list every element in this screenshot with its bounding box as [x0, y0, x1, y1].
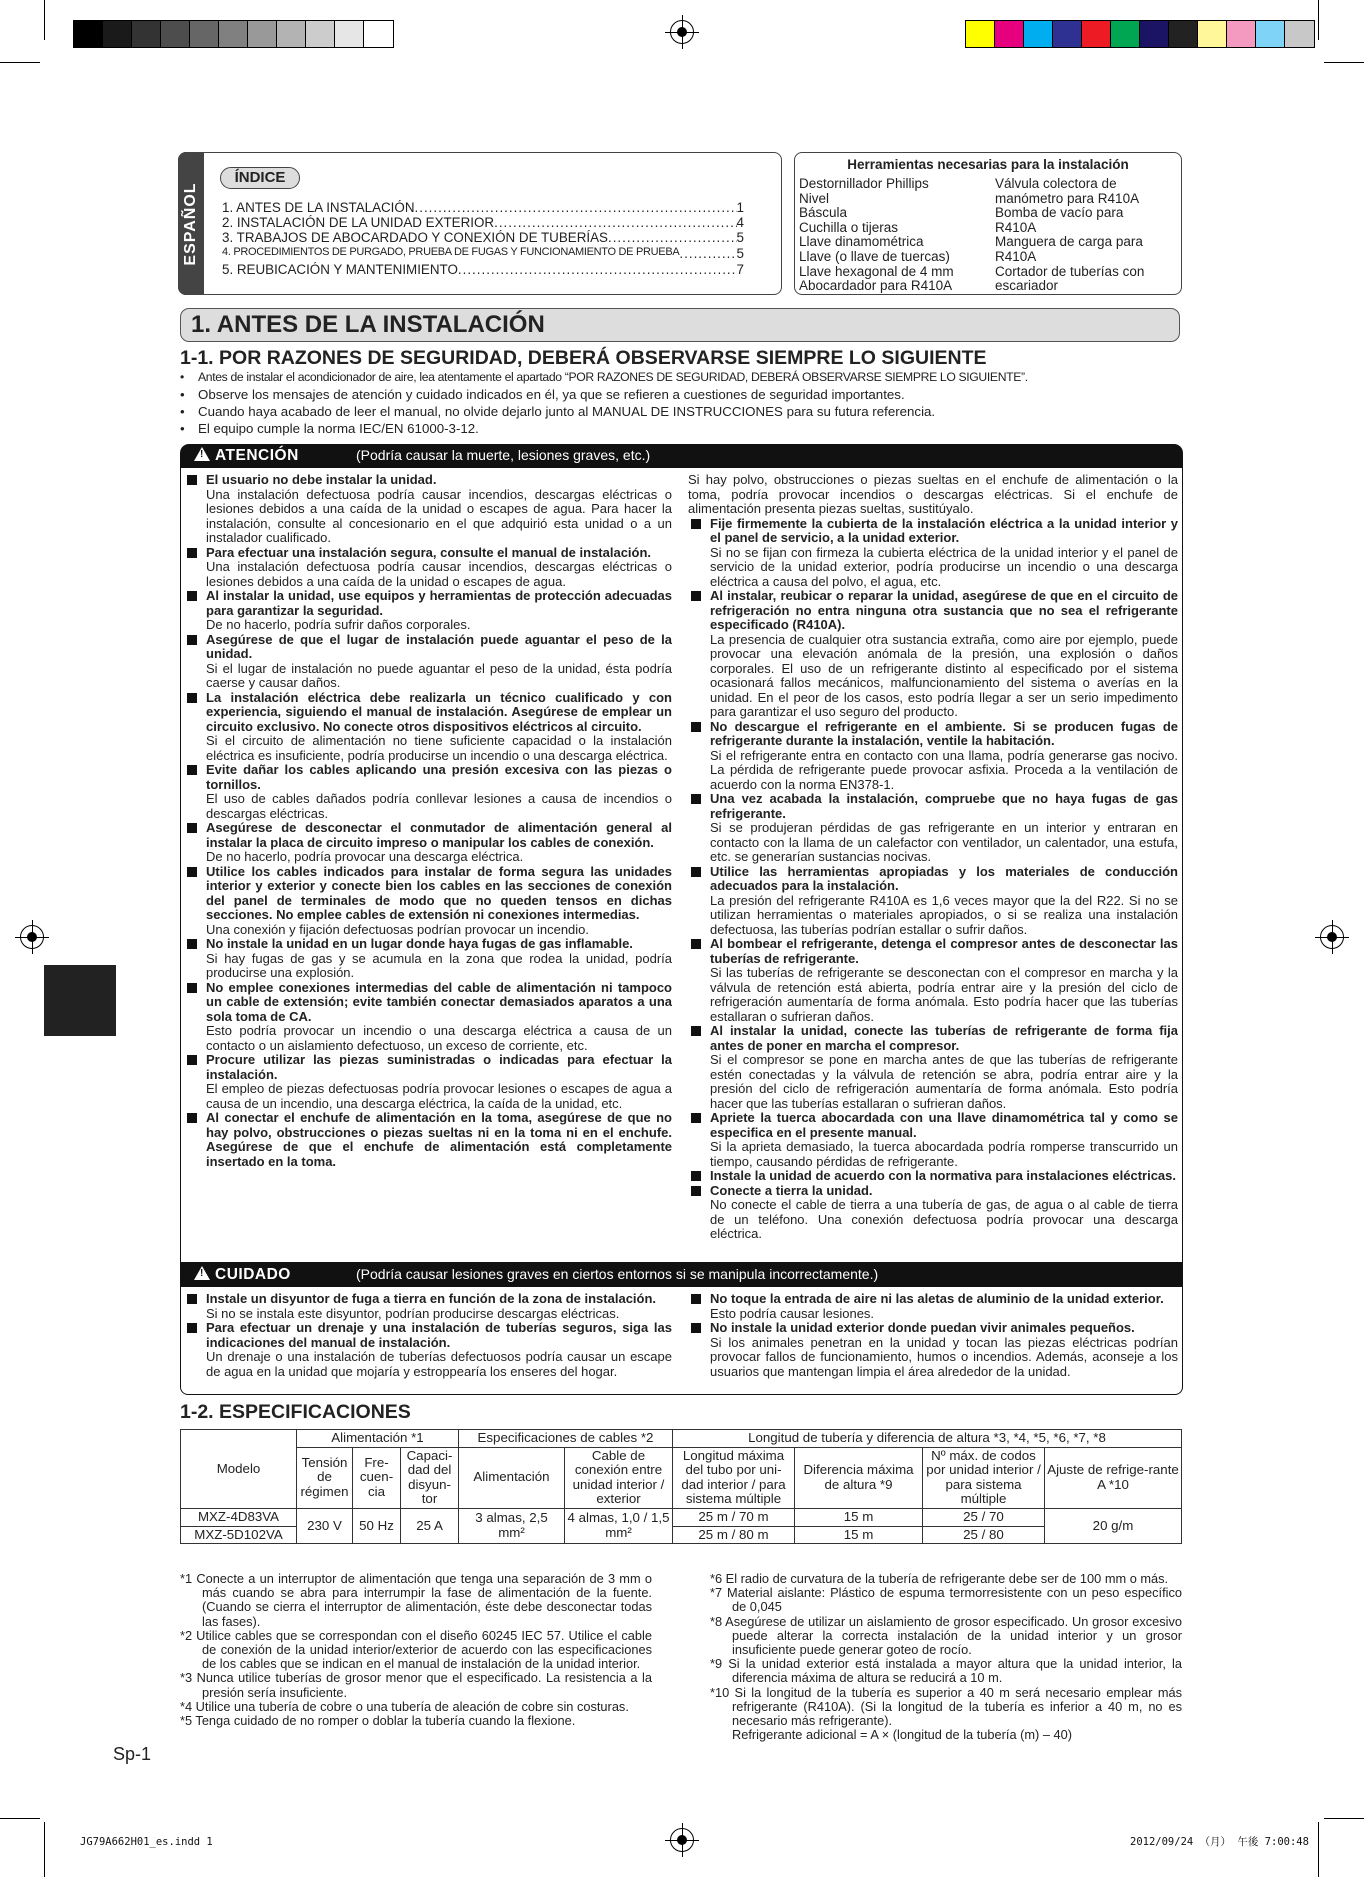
warning-item-text: Esto podría causar lesiones. [710, 1305, 875, 1321]
warning-item-text: Si las tuberías de refrigerante se desconectan con el compresor en marcha y la válvula de retención está abierta, podría entrar aire y la presión del ciclo de refrigeración aumentaría de forma anómala. Esto podría hacer que las tuberías estallaran o sufrieran daños. [710, 965, 1178, 1024]
footnotes-left: *1 Conecte a un interruptor de alimentación que tenga una separación de 3 mm o más cuando se abra para interrumpir la fase de alimentación de la fuente. (Cuando se cierra el interruptor de alimentación, éste debe desconectar todas las fases). *2 Utilice cables que se correspondan con el diseño 60245 IEC 57. Utilice el cable de conexión de la unidad interior/exterior de acuerdo con las especificaciones de los cables que se indican en el manual de instalación de la unidad interior. *3 Nunca utilice tuberías de grosor menor que el especificado. La resistencia a la presión sería insuficiente. *4 Utilice una tubería de cobre o una tubería de aleación de cobre sin costuras. *5 Tenga cuidado de no romper o doblar la tubería cuando la flexione. [180, 1571, 652, 1729]
tool-item: Llave dinamométrica [799, 234, 924, 250]
crop-mark [44, 1822, 45, 1877]
warning-item-title: Para efectuar un drenaje y una instalación de tuberías seguros, siga las indicaciones del manual de instalación. [184, 1321, 672, 1350]
warning-item-text: De no hacerlo, podría provocar una descarga eléctrica. [206, 849, 524, 864]
color-swatch [1256, 21, 1285, 47]
section-title: 1. ANTES DE LA INSTALACIÓN [180, 308, 1180, 342]
registration-mark-left [20, 925, 44, 949]
subsection-title: 1-1. POR RAZONES DE SEGURIDAD, DEBERÁ OBSERVARSE SIEMPRE LO SIGUIENTE [180, 347, 987, 369]
warning-item-text: Si no se instala este disyuntor, podrían producirse descargas eléctricas. [206, 1305, 620, 1321]
index-item[interactable]: 2. INSTALACIÓN DE LA UNIDAD EXTERIOR ..... 4 [222, 215, 744, 230]
warning-item-text: Si se produjeran pérdidas de gas refrigerante en un interior y entraran en contacto con la llama de un calefactor con ventilador, un calentador, una estufa, etc. se generarían sustancias nocivas. [710, 820, 1178, 864]
crop-mark [0, 1818, 40, 1819]
tools-title: Herramientas necesarias para la instalación [847, 157, 1129, 172]
col-header: Alimentación *1 [297, 1430, 459, 1448]
specs-title: 1-2. ESPECIFICACIONES [180, 1401, 411, 1423]
tool-item: Cuchilla o tijeras [799, 219, 899, 235]
footer-filename: JG79A662H01_es.indd 1 [80, 1836, 213, 1848]
caution-icon [194, 1266, 210, 1280]
gray-swatch [132, 21, 161, 47]
warning-item-text: Si el lugar de instalación no puede aguantar el peso de la unidad, ésta podría caerse y causar daños. [206, 660, 672, 690]
warning-item-title: No descargue el refrigerante en el ambiente. Si se producen fugas de refrigerante durante la instalación, ventile la habitación. [688, 720, 1178, 749]
gray-swatch [103, 21, 132, 47]
registration-mark-top [670, 20, 694, 44]
warning-item-text: El empleo de piezas defectuosas podría provocar lesiones o escapes de agua a causa de un incendio, una descarga eléctrica, la caída de la unidad, etc. [206, 1081, 672, 1111]
tool-item: R410A [995, 248, 1037, 264]
gray-swatch [364, 21, 393, 47]
caution-right-column [688, 1292, 1178, 1379]
index-item[interactable]: 5. REUBICACIÓN Y MANTENIMIENTO ..... 7 [222, 262, 744, 277]
color-swatch [1285, 21, 1314, 47]
warning-item-title: Al instalar la unidad, use equipos y herramientas de protección adecuadas para garantizar la seguridad. [184, 589, 672, 618]
warning-item-text: La presencia de cualquier otra sustancia extraña, como aire por ejemplo, puede provocar una elevación anómala de la presión, una explosión o daños corporales. El uso de un refrigerante distinto al especificado por el sistema ocasionará fallos mecánicos, malfuncionamiento del sistema o averías en la unidad. En el peor de los casos, esto podría llegar a ser un serio impedimento para garantizar el uso seguro del producto. [710, 631, 1178, 719]
gray-swatch [277, 21, 306, 47]
warning-item-text: Un drenaje o una instalación de tuberías defectuosos podría causar un escape de agua en la unidad que mojaría y estroppearía los enseres del hogar. [206, 1349, 672, 1379]
index-item[interactable]: 4. PROCEDIMIENTOS DE PURGADO, PRUEBA DE FUGAS Y FUNCIONAMIENTO DE PRUEBA ..... 5 [222, 246, 744, 261]
col-header: Diferencia máxima de altura *9 [795, 1447, 923, 1508]
gray-swatch [248, 21, 277, 47]
warning-item-title: Asegúrese de desconectar el conmutador de alimentación general al instalar la placa de circuito impreso o manipular los cables de conexión. [184, 821, 672, 850]
tool-item: manómetro para R410A [995, 190, 1140, 206]
color-swatch [1053, 21, 1082, 47]
tools-col-2 [995, 177, 1181, 294]
language-tab: ESPAÑOL [178, 152, 204, 295]
col-header: Longitud de tubería y diferencia de altura *3, *4, *5, *6, *7, *8 [673, 1430, 1182, 1448]
caution-header: !CUIDADO (Podría causar lesiones graves en ciertos entornos si se manipula incorrectamente.) [180, 1263, 1183, 1287]
gray-swatch [161, 21, 190, 47]
warning-item-text: Si no se fijan con firmeza la cubierta eléctrica de la unidad interior y el panel de servicio de la unidad exterior, podría producirse un incendio o una descarga eléctrica a causa del polvo, el agua, etc. [710, 544, 1178, 589]
gray-swatch [190, 21, 219, 47]
tool-item: Cortador de tuberías con [995, 263, 1145, 279]
warning-item-title: Asegúrese de que el lugar de instalación puede aguantar el peso de la unidad. [184, 633, 672, 662]
warning-item-title: Al instalar, reubicar o reparar la unidad, asegúrese de que en el circuito de refrigeración no entra ninguna otra sustancia que no sea el refrigerante especificado (R410A). [688, 589, 1178, 633]
caution-left-column [184, 1292, 672, 1379]
color-swatch [1227, 21, 1256, 47]
table-row: MXZ-4D83VA 230 V 50 Hz 25 A 3 almas, 2,5 mm² 4 almas, 1,0 / 1,5 mm² 25 m / 70 m 15 m 25 / 70 20 g/m [181, 1508, 1182, 1526]
warning-item-title: Apriete la tuerca abocardada con una llave dinamométrica tal y como se especifica en el presente manual. [688, 1111, 1178, 1140]
warning-item-text: No conecte el cable de tierra a una tubería de gas, de agua o al cable de tierra de un teléfono. Una conexión defectuosa podría provocar una descarga eléctrica. [710, 1197, 1178, 1241]
warning-item-title: Para efectuar una instalación segura, consulte el manual de instalación. [184, 546, 672, 561]
tool-item: Llave (o llave de tuercas) [799, 248, 950, 264]
warning-item-title: Procure utilizar las piezas suministradas o indicadas para efectuar la instalación. [184, 1053, 672, 1082]
section-tab-block [44, 965, 116, 1036]
warning-item-title: No instale la unidad en un lugar donde haya fugas de gas inflamable. [184, 937, 672, 952]
warning-item-text: Si el refrigerante entra en contacto con una llama, podría generarse gas nocivo. La pérdida de refrigerante puede provocar asfixia. Proceda a la ventilación de acuerdo con la norma EN378-1. [710, 747, 1178, 792]
warning-item-title: Evite dañar los cables aplicando una presión excesiva con las piezas o tornillos. [184, 763, 672, 792]
index-item[interactable]: 1. ANTES DE LA INSTALACIÓN ..... 1 [222, 200, 744, 215]
color-swatch [1198, 21, 1227, 47]
warning-item-text: Si los animales penetran en la unidad y tocan las piezas eléctricas podrían provocar fallos de funcionamiento, humos o incendios. Además, aconseje a los usuarios que mantengan limpia el área alrededor de la unidad. [710, 1334, 1178, 1379]
color-swatch [1111, 21, 1140, 47]
color-swatch [1024, 21, 1053, 47]
page-number: Sp-1 [113, 1744, 152, 1764]
warning-item-text: De no hacerlo, podría sufrir daños corporales. [206, 617, 471, 632]
index-item[interactable]: 3. TRABAJOS DE ABOCARDADO Y CONEXIÓN DE TUBERÍAS ..... 5 [222, 230, 744, 245]
table-row: MXZ-5D102VA 25 m / 80 m 15 m 25 / 80 [181, 1526, 1182, 1544]
tool-item: Llave hexagonal de 4 mm [799, 263, 954, 279]
col-header: Nº máx. de codos por unidad interior / para sistema múltiple [923, 1447, 1045, 1508]
tools-box [794, 152, 1182, 295]
color-swatch [1140, 21, 1169, 47]
col-header: Cable de conexión entre unidad interior / exterior [565, 1447, 673, 1508]
registration-mark-right [1320, 925, 1344, 949]
warning-item-text: El uso de cables dañados podría conllevar lesiones a causa de incendios o descargas eléctricas. [206, 791, 672, 821]
warning-left-column [184, 473, 672, 1169]
specs-table [180, 1429, 1182, 1544]
gray-swatch [74, 21, 103, 47]
warning-item-title: Conecte a tierra la unidad. [688, 1184, 1178, 1199]
tools-col-1 [799, 177, 989, 294]
warning-item-title: No emplee conexiones intermedias del cable de alimentación ni tampoco un cable de extensión; evite también conectar demasiados aparatos a una sola toma de CA. [184, 981, 672, 1025]
crop-mark [0, 62, 40, 63]
index-title: ÍNDICE [220, 167, 300, 189]
warning-item-title: Fije firmemente la cubierta de la instalación eléctrica a la unidad interior y el panel de servicio, a la unidad exterior. [688, 517, 1178, 546]
warning-item-title: No instale la unidad exterior donde puedan vivir animales pequeños. [688, 1321, 1178, 1336]
col-header: Capaci-dad del disyun-tor [401, 1447, 459, 1508]
tool-item: Destornillador Phillips [799, 176, 929, 191]
col-header: Fre-cuen-cia [353, 1447, 401, 1508]
warning-item-text: Una instalación defectuosa podría causar incendios, descargas eléctricas o lesiones debidos a una caída de la unidad o escapes de agua. Para hacer la instalación, consulte al concesionario en el que adquirió esta unidad o a un instalador cualificado. [206, 486, 672, 545]
tool-item: Válvula colectora de [995, 176, 1117, 191]
col-header: Tensión de régimen [297, 1447, 353, 1508]
warning-item-text: Si el circuito de alimentación no tiene suficiente capacidad o la instalación eléctrica es insuficiente, podría producirse un incendio o una descarga eléctrica. [206, 733, 672, 763]
col-header: Alimentación [459, 1447, 565, 1508]
warning-item-title: Al conectar el enchufe de alimentación en la toma, asegúrese de que no hay polvo, obstrucciones o piezas sueltas ni en la toma ni en el enchufe. Asegúrese de que el enchufe de alimentación está completamente insertado en la toma. [184, 1111, 672, 1169]
crop-mark [1318, 0, 1319, 40]
warning-item-text: Una instalación defectuosa podría causar incendios, descargas eléctricas o lesiones debidos a una caída de la unidad o escapes de agua. [206, 559, 672, 589]
col-header: Modelo [181, 1430, 297, 1509]
col-header: Ajuste de refrige-rante A *10 [1045, 1447, 1182, 1508]
tool-item: Bomba de vacío para [995, 205, 1124, 221]
warning-item-title: Una vez acabada la instalación, compruebe que no haya fugas de gas refrigerante. [688, 792, 1178, 821]
tool-item: escariador [995, 278, 1059, 294]
warning-item-title: Utilice los cables indicados para instalar de forma segura las unidades interior y exterior y conecte bien los cables en las secciones de conexión del panel de terminales de modo que no queden tensos en dichas secciones. No emplee cables de extensión ni conexiones intermedias. [184, 865, 672, 923]
tool-item: Nivel [799, 190, 830, 206]
warning-item-title: Instale un disyuntor de fuga a tierra en función de la zona de instalación. [184, 1292, 672, 1307]
gray-swatch [335, 21, 364, 47]
color-swatch [1169, 21, 1198, 47]
warning-item-title: No toque la entrada de aire ni las aletas de aluminio de la unidad exterior. [688, 1292, 1178, 1307]
warning-item-title: Utilice las herramientas apropiadas y los materiales de conducción adecuados para la instalación. [688, 865, 1178, 894]
warning-item-text: La presión del refrigerante R410A es 1,6 veces mayor que la del R22. Si no se utilizan herramientas o materiales apropiados, o si se realiza una instalación defectuosa, las tuberías podrían estallar o sufrir daños. [710, 892, 1178, 937]
color-bar [965, 20, 1315, 48]
footnotes-right: *6 El radio de curvatura de la tubería de refrigerante debe ser de 100 mm o más. *7 Material aislante: Plástico de espuma termorresistente con un peso específico de 0,045 *8 Asegúrese de utilizar un aislamiento de grosor especificado. Un grosor excesivo puede alterar la correcta instalación de la unidad interior y un grosor insuficiente puede generar goteo de rocío. *9 Si la unidad exterior está instalada a mayor altura que la unidad interior, la diferencia máxima de altura se reducirá a 10 m. *10 Si la longitud de la tubería es superior a 40 m será necesario emplear más refrigerante (R410A). (Si la longitud de la tubería es inferior a 40 m, no es necesario más refrigerante). Refrigerante adicional = A × (longitud de la tubería (m) – 40) [710, 1571, 1182, 1743]
tool-item: Manguera de carga para [995, 234, 1143, 250]
warning-item-text: Esto podría provocar un incendio o una descarga eléctrica a causa de un contacto o un aislamiento defectuoso, un exceso de corriente, etc. [206, 1023, 672, 1053]
warning-header: !ATENCIÓN (Podría causar la muerte, lesiones graves, etc.) [180, 444, 1183, 468]
color-swatch [966, 21, 995, 47]
registration-mark-bottom [670, 1828, 694, 1852]
warning-item-text: Si hay fugas de gas y se acumula en la zona que rodea la unidad, podría producirse una explosión. [206, 950, 672, 980]
col-header: Longitud máxima del tubo por uni-dad interior / para sistema múltiple [673, 1447, 795, 1508]
color-swatch [995, 21, 1024, 47]
color-swatch [1082, 21, 1111, 47]
paragraph: Si hay polvo, obstrucciones o piezas sueltas en el enchufe de alimentación o la toma, podría provocar incendios o descargas eléctricas. Si el enchufe de alimentación presenta piezas sueltas, sustitúyalo. [688, 472, 1178, 516]
warning-right-column [688, 473, 1178, 1242]
warning-item-text: Si el compresor se pone en marcha antes de que las tuberías de refrigerante estén conectadas y la válvula de retención se abra, podría entrar aire y la presión del ciclo de refrigeración aumentaría de forma anómala. Esto podría hacer que las tuberías estallaran o sufrieran daños. [710, 1052, 1178, 1111]
col-header: Especificaciones de cables *2 [459, 1430, 673, 1448]
tool-item: Abocardador para R410A [799, 278, 953, 294]
warning-item-text: Si la aprieta demasiado, la tuerca abocardada podría romperse transcurrido un tiempo, causando pérdidas de refrigerante. [710, 1139, 1178, 1169]
warning-icon [194, 447, 210, 461]
crop-mark [1324, 62, 1364, 63]
warning-item-title: El usuario no debe instalar la unidad. [184, 473, 672, 488]
warning-item-text: Una conexión y fijación defectuosas podrían provocar un incendio. [206, 921, 590, 937]
tool-item: Báscula [799, 205, 848, 221]
warning-item-title: Al instalar la unidad, conecte las tuberías de refrigerante de forma fija antes de poner en marcha el compresor. [688, 1024, 1178, 1053]
gray-swatch [306, 21, 335, 47]
gray-swatch [219, 21, 248, 47]
grayscale-bar [73, 20, 394, 48]
crop-mark [1324, 1818, 1364, 1819]
warning-item-title: Instale la unidad de acuerdo con la normativa para instalaciones eléctricas. [688, 1169, 1178, 1184]
tool-item: R410A [995, 219, 1037, 235]
warning-item-title: Al bombear el refrigerante, detenga el compresor antes de desconectar las tuberías de refrigerante. [688, 937, 1178, 966]
crop-mark [1318, 1822, 1319, 1877]
crop-mark [44, 0, 45, 40]
footer-timestamp: 2012/09/24 （月） 午後 7:00:48 [1130, 1836, 1309, 1848]
warning-item-title: La instalación eléctrica debe realizarla un técnico cualificado y con experiencia, siguiendo el manual de instalación. Asegúrese de emplear un circuito exclusivo. No conecte otros dispositivos eléctricos al circuito. [184, 691, 672, 735]
